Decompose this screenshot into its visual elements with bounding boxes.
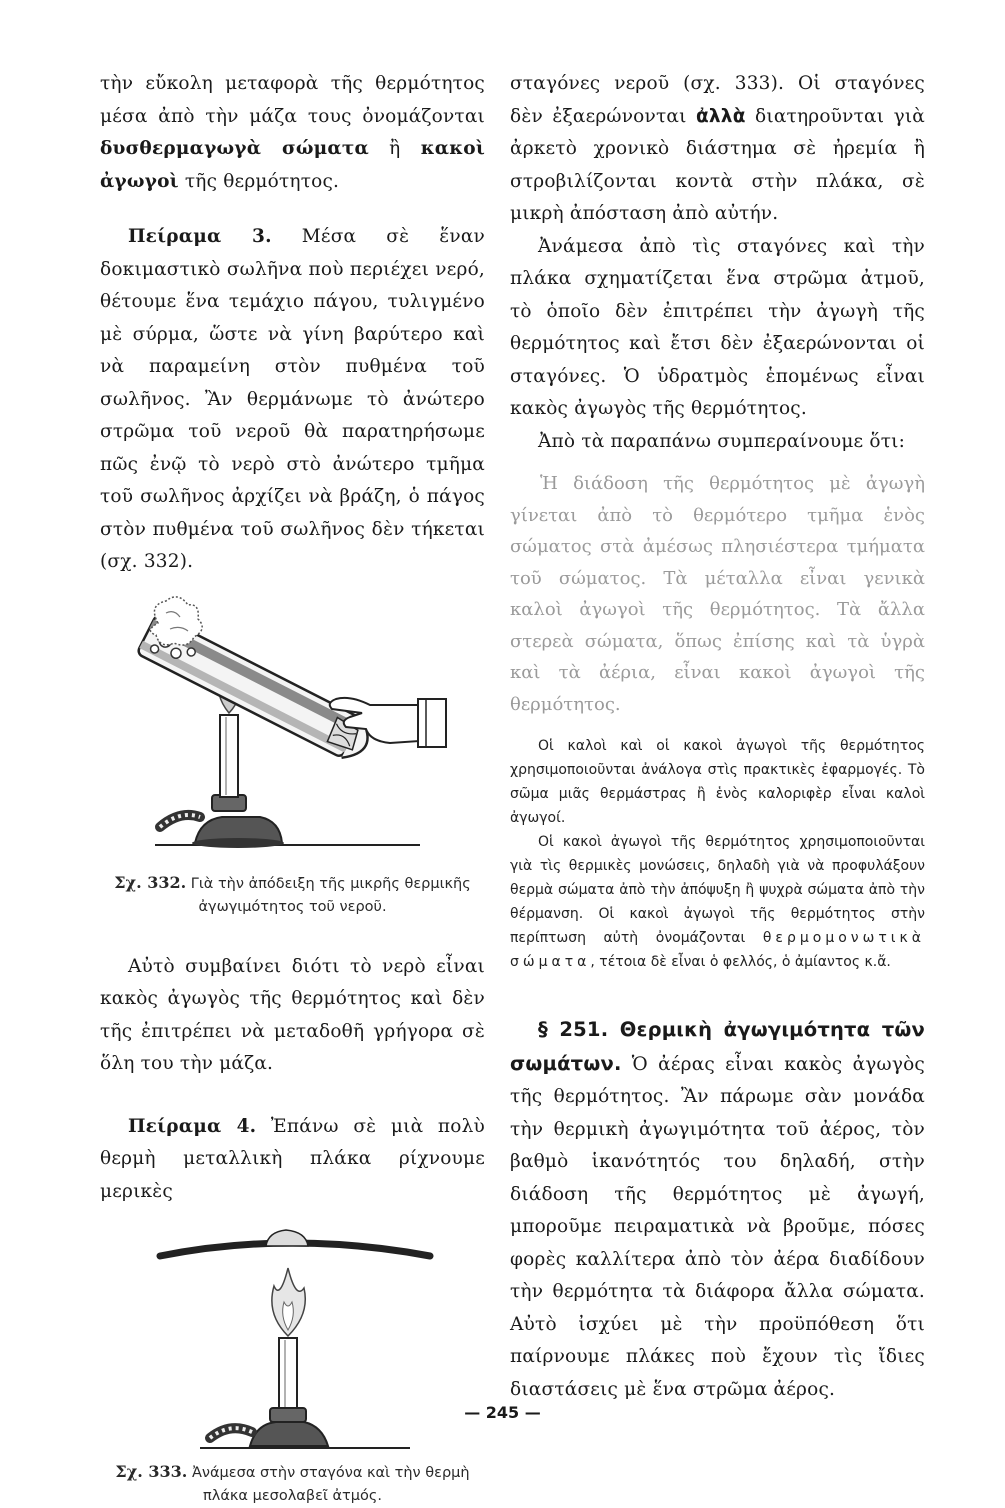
- section-251-heading: § 251. Θερμικὴ ἀγωγιμότητα τῶν σωμάτων.: [510, 1018, 925, 1075]
- figure-333-caption-text: Ἀνάμεσα στὴν σταγόνα καὶ τὴν θερμὴ πλάκα μεσολαβεῖ ἀτμός.: [191, 1465, 470, 1504]
- text-run: διατηροῦνται γιὰ ἀρκετὸ χρονικὸ διάστημα σὲ ἠρεμία ἢ στροβιλίζονται κοντὰ στὴν πλάκα, σὲ μικρὴ ἀπόσταση ἀπὸ αὐτήν.: [510, 105, 925, 224]
- text-run: τῆς θερμότητος.: [178, 170, 340, 192]
- text-run: τὴν εὔκολη μεταφορὰ τῆς θερμότητος μέσα ἀπὸ τὴν μάζα τους ὀνομάζονται: [100, 73, 485, 127]
- figure-332: [100, 595, 485, 919]
- figure-333: [100, 1226, 485, 1508]
- term-insulating-bodies: θερμομονωτικὰ σώματα: [510, 930, 925, 970]
- left-column: [100, 68, 485, 1508]
- section-251-text: Ὁ ἀέρας εἶναι κακὸς ἀγωγὸς τῆς θερμότητος. Ἂν πάρωμε σὰν μονάδα τὴν θερμικὴ ἀγωγιμότητα τοῦ ἀέρος, τὸν βαθμὸ ἱκανότητός του δηλαδή, στὴν διάδοση τῆς θερμότητος μὲ ἀγωγή, μποροῦμε πειραματικὰ νὰ βροῦμε, πόσες φορὲς καλλίτερα ἀπὸ τὸν ἀέρα διαδίδουν τὴν θερμότητα τὰ διάφορα ἄλλα σώματα. Αὐτὸ ἰσχύει μὲ τὴν προϋπόθεση ὅτι παίρνουμε πλάκες ποὺ ἔχουν τὶς ἴδιες διαστάσεις μὲ ἕνα στρῶμα ἀέρος.: [510, 1053, 925, 1400]
- experiment-4-label: Πείραμα 4.: [128, 1115, 257, 1137]
- experiment-3-paragraph: [100, 221, 485, 579]
- paragraph-conclusion-intro: Ἀπὸ τὰ παραπάνω συμπεραίνουμε ὅτι:: [538, 430, 906, 452]
- conclusion-summary: Ἡ διάδοση τῆς θερμότητος μὲ ἀγωγὴ γίνεται ἀπὸ τὸ θερμότερο τμῆμα ἑνὸς σώματος στὰ ἀμέσως πλησιέστερα τμήματα τοῦ σώματος. Τὰ μέταλλα εἶναι γενικὰ καλοὶ ἀγωγοὶ τῆς θερμότητος. Τὰ ἄλλα στερεὰ σώματα, ὅπως ἐπίσης καὶ τὰ ὑγρὰ καὶ τὰ ἀέρια, εἶναι κακοὶ ἀγωγοὶ τῆς θερμότητος.: [510, 473, 925, 715]
- note-insulation: [510, 830, 925, 974]
- paragraph-vapor-layer: Ἀνάμεσα ἀπὸ τὶς σταγόνες καὶ τὴν πλάκα σχηματίζεται ἕνα στρῶμα ἀτμοῦ, τὸ ὁποῖο δὲν ἐπιτρέπει τὴν ἀγωγὴ τῆς θερμότητος καὶ ἔτσι δὲν ἐξαερώνονται οἱ σταγόνες. Ὁ ὑδρατμὸς ἑπομένως εἶναι κακὸς ἀγωγὸς τῆς θερμότητος.: [510, 235, 925, 419]
- figure-332-caption-text: Γιὰ τὴν ἀπόδειξη τῆς μικρῆς θερμικῆς ἀγωγιμότητος τοῦ νεροῦ.: [190, 875, 471, 915]
- text-run: , τέτοια δὲ εἶναι ὁ φελλός, ὁ ἀμίαντος κ.ἄ.: [590, 954, 891, 970]
- note-good-bad-conductors: Οἱ καλοὶ καὶ οἱ κακοὶ ἀγωγοὶ τῆς θερμότητος χρησιμοποιοῦνται ἀνάλογα στὶς πρακτικὲς ἐφαρμογές. Τὸ σῶμα μιᾶς θερμάστρας ἢ ἑνὸς καλοριφὲρ εἶναι καλοὶ ἀγωγοί.: [510, 738, 925, 826]
- figure-333-label: Σχ. 333.: [115, 1462, 188, 1481]
- page-number: — 245 —: [464, 1403, 541, 1422]
- section-251: [510, 1014, 925, 1406]
- term-bad-heat-conductors: δυσθερμαγωγὰ σώματα: [100, 138, 369, 159]
- term-bad-conductors: κακοὶ ἀγωγοὶ: [100, 138, 485, 192]
- text-run: ἢ: [368, 138, 421, 159]
- right-column: [510, 68, 925, 1406]
- experiment-4-paragraph: [100, 1111, 485, 1209]
- paragraph-bad-conductors: [100, 68, 485, 198]
- paragraph-droplets: [510, 68, 925, 231]
- figure-332-label: Σχ. 332.: [114, 872, 187, 892]
- experiment-3-text: Μέσα σὲ ἕναν δοκιμαστικὸ σωλῆνα ποὺ περιέχει νερό, θέτουμε ἕνα τεμάχιο πάγου, τυλιγμένο μὲ σύρμα, ὥστε νὰ γίνη βαρύτερο καὶ νὰ παραμείνη στὸν πυθμένα τοῦ σωλῆνος. Ἂν θερμάνωμε τὸ ἀνώτερο στρῶμα τοῦ νεροῦ θὰ παρατηρήσωμε πῶς ἐνῷ τὸ νερὸ στὸ ἀνώτερο τμῆμα τοῦ σωλῆνος ἀρχίζει νὰ βράζη, ὁ πάγος στὸν πυθμένα τοῦ σωλῆνος δὲν τήκεται (σχ. 332).: [100, 226, 485, 572]
- paragraph-water-bad-conductor: Αὐτὸ συμβαίνει διότι τὸ νερὸ εἶναι κακὸς ἀγωγὸς τῆς θερμότητος καὶ δὲν τῆς ἐπιτρέπει νὰ μεταδοθῆ γρήγορα σὲ ὅλη του τὴν μάζα.: [100, 955, 485, 1074]
- text-run: Οἱ κακοὶ ἀγωγοὶ τῆς θερμότητος χρησιμοποιοῦνται γιὰ τὶς θερμικὲς μονώσεις, δηλαδὴ γιὰ νὰ προφυλάξουν θερμὰ σώματα ἀπὸ τὴν ἀπόψυξη ἢ ψυχρὰ σώματα ἀπὸ τὴν θέρμανση. Οἱ κακοὶ ἀγωγοὶ τῆς θερμότητος στὴν περίπτωση αὐτὴ ὀνομάζονται: [510, 834, 925, 946]
- test-tube-burner-illustration: [100, 595, 485, 865]
- text-run: σταγόνες νεροῦ (σχ. 333). Οἱ σταγόνες δὲν ἐξαερώνονται: [510, 73, 925, 127]
- figure-332-caption: [100, 871, 485, 919]
- experiment-4-text: Ἐπάνω σὲ μιὰ πολὺ θερμὴ μεταλλικὴ πλάκα ρίχνουμε μερικὲς: [100, 1115, 485, 1202]
- experiment-3-label: Πείραμα 3.: [128, 226, 272, 247]
- figure-333-caption: [100, 1460, 485, 1508]
- emphasis-but: ἀλλὰ: [695, 105, 746, 127]
